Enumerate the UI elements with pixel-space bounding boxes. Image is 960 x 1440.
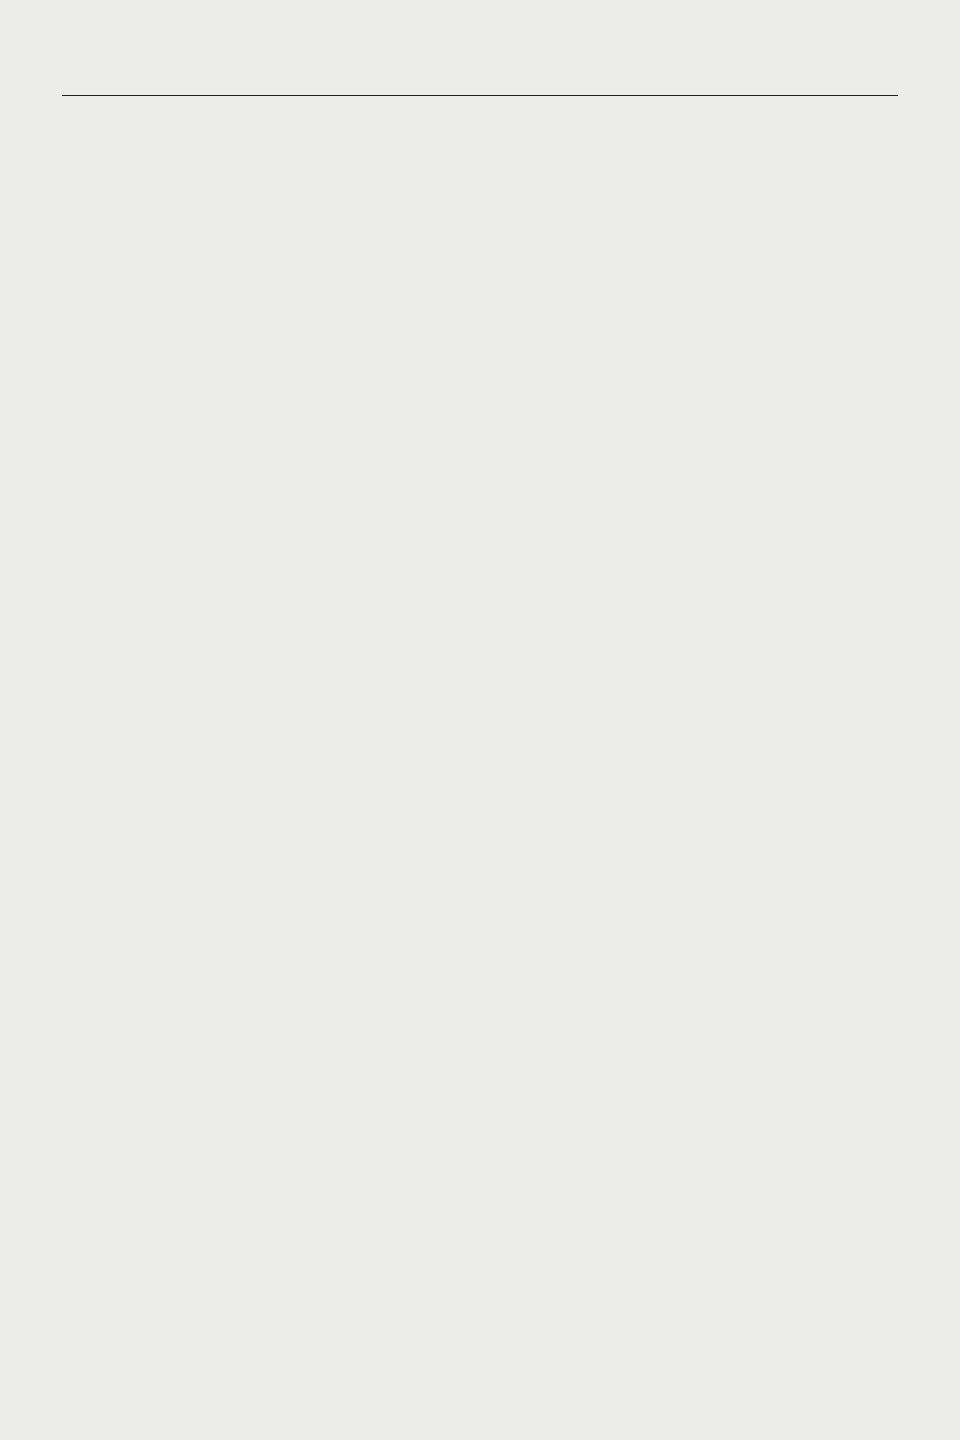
page-header — [62, 92, 898, 96]
